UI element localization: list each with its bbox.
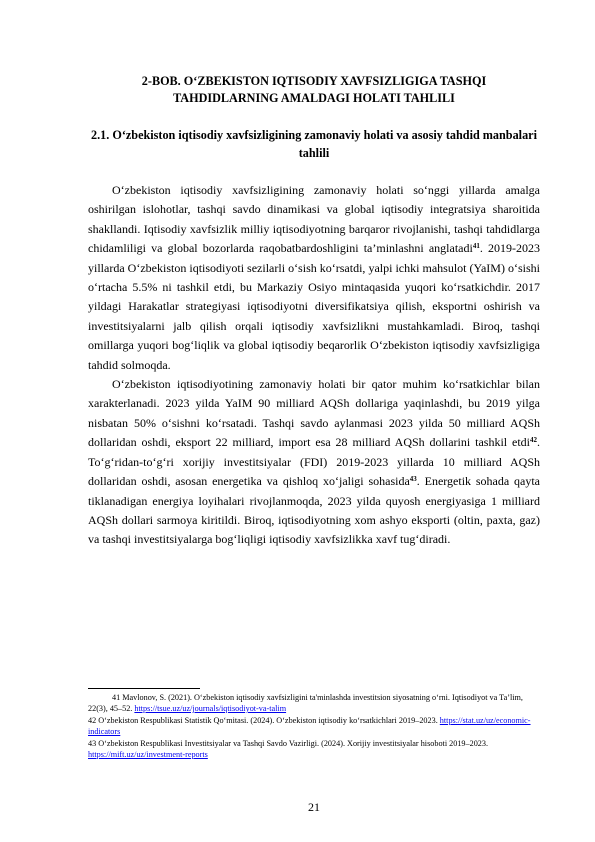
footnote-ref-41[interactable]: 41 — [472, 242, 480, 251]
paragraph-2-text-a: O‘zbekiston iqtisodiyotining zamonaviy holati bir qator muhim ko‘rsatkichlar bilan xarakterlanadi. 2023 yilda YaIM 90 milliard AQSh dollariga yaqinlashdi, bu 2019 yilga nisbatan 50% o‘sishni ko‘rsatadi. Tashqi savdo aylanmasi 2023 yilda 50 milliard AQSh dollaridan oshdi, eksport 22 milliard, import esa 28 milliard AQSh dollarini tashkil etdi — [88, 377, 540, 450]
chapter-title: 2-BOB. O‘ZBEKISTON IQTISODIY XAVFSIZLIGIGA TASHQI TAHDIDLARNING AMALDAGI HOLATI TAHLILI — [141, 74, 487, 105]
section-title: 2.1. O‘zbekiston iqtisodiy xavfsizligining zamonaviy holati va asosiy tahdid manbalari tahlili — [91, 128, 537, 160]
paragraph-2-text-b: . To‘g‘ridan-to‘g‘ri xorijiy investitsiyalar (FDI) 2019-2023 yillarda 10 milliard AQSh dollaridan oshdi, asosan energetika va qishloq xo‘jaligi sohasida — [88, 435, 540, 489]
footnote-43-link[interactable]: https://mift.uz/uz/investment-reports — [88, 749, 208, 759]
paragraph-1 — [88, 181, 540, 375]
footnote-41-text: 41 Mavlonov, S. (2021). O‘zbekiston iqtisodiy xavfsizligini ta'minlashda investitsion siyosatning o‘rni. Iqtisodiyot va Ta’lim, 22(3), 45–52. — [88, 693, 523, 713]
footnote-42-link[interactable]: https://stat.uz/uz/economic-indicators — [88, 715, 531, 736]
paragraph-2-text-c: . Energetik sohada qayta tiklanadigan energiya loyihalari rivojlanmoqda, 2023 yilda quyosh energiyasiga 1 milliard AQSh dollari sarmoya kiritildi. Biroq, iqtisodiyotning xom ashyo eksporti (oltin, paxta, gaz) va tashqi investitsiyalarga bog‘liqligi iqtisodiy xavfsizlikka xavf tug‘diradi. — [88, 474, 540, 547]
footnote-42-text: 42 O‘zbekiston Respublikasi Statistik Qo‘mitasi. (2024). O‘zbekiston iqtisodiy ko‘rsatkichlari 2019–2023. — [88, 715, 440, 725]
footnote-43 — [88, 739, 540, 761]
footnote-ref-42[interactable]: 42 — [530, 436, 537, 445]
footnotes — [88, 693, 540, 761]
page-number: 21 — [308, 800, 320, 814]
body-text — [88, 181, 540, 550]
paragraph-1-text-a: O‘zbekiston iqtisodiy xavfsizligining zamonaviy holati so‘nggi yillarda amalga oshirilgan islohotlar, tashqi savdo dinamikasi va global iqtisodiy integratsiya sharoitida shakllandi. Iqtisodiy xavfsizlik milliy iqtisodiyotning barqaror rivojlanishi, tashqi tahdidlarga chidamliligi va global bozorlarda raqobatbardoshligini ta’minlashni anglatadi — [88, 183, 540, 256]
paragraph-2 — [88, 375, 540, 550]
footnote-41-link[interactable]: https://tsue.uz/uz/journals/iqtisodiyot-va-talim — [134, 703, 287, 713]
paragraph-1-text-b: . 2019-2023 yillarda O‘zbekiston iqtisodiyoti sezilarli o‘sish ko‘rsatdi, yalpi ichki mahsulot (YaIM) o‘sishi o‘rtacha 5.5% ni tashkil etdi, bu Markaziy Osiyo mintaqasida yuqori ko‘rsatkichdir. 2017 yildagi Harakatlar strategiyasi iqtisodiyotni diversifikatsiya qilish, eksportni oshirish va investitsiyalarni jalb qilish orqali iqtisodiy xavfsizlikni mustahkamladi. Biroq, tashqi omillarga yuqori bog‘liqlik va global iqtisodiy beqarorlik O‘zbekiston iqtisodiy xavfsizligiga tahdid solmoqda. — [88, 241, 540, 372]
footnote-41 — [88, 693, 540, 715]
footnote-ref-43[interactable]: 43 — [409, 475, 417, 484]
footnote-42 — [88, 716, 540, 738]
footnote-separator — [88, 688, 200, 689]
footnote-43-text: 43 O‘zbekiston Respublikasi Investitsiyalar va Tashqi Savdo Vazirligi. (2024). Xorijiy investitsiyalar hisoboti 2019–2023. — [88, 738, 489, 748]
